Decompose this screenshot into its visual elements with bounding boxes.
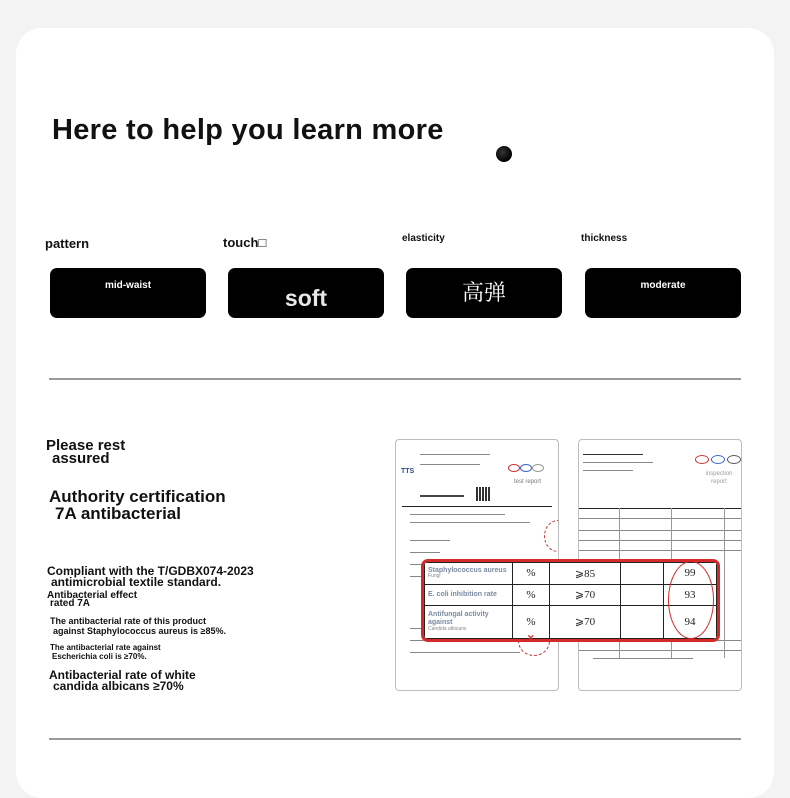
organism-name: Staphylococcus aureus bbox=[428, 566, 507, 574]
ecoli-line-2: Escherichia coli is ≥70%. bbox=[52, 652, 147, 661]
unit-cell: % bbox=[513, 584, 550, 605]
result-cell: 93 bbox=[664, 584, 717, 605]
tts-logo: TTS bbox=[401, 468, 415, 475]
attr-label-elasticity: elasticity bbox=[402, 233, 445, 244]
page-title: Here to help you learn more bbox=[52, 114, 444, 146]
standard-cell: ⩾85 bbox=[550, 563, 621, 585]
organism-name: Antifungal activity against bbox=[428, 611, 489, 627]
bullet-dot-icon bbox=[496, 146, 512, 162]
effect-line-1: Antibacterial effect bbox=[47, 590, 138, 601]
compliant-line-2: antimicrobial textile standard. bbox=[51, 575, 222, 589]
effect-line-2: rated 7A bbox=[50, 598, 91, 609]
attr-value-pattern: mid-waist bbox=[50, 268, 206, 318]
staph-line-1: The antibacterial rate of this product bbox=[50, 616, 207, 626]
report-tag: inspection report bbox=[705, 471, 733, 485]
candida-line-1: Antibacterial rate of white bbox=[49, 668, 196, 682]
section-divider bbox=[49, 378, 741, 380]
result-cell: 94 bbox=[664, 605, 717, 638]
organism-subname: Candida albicans bbox=[428, 625, 467, 632]
attr-label-thickness: thickness bbox=[581, 233, 628, 244]
report-tag: test report bbox=[514, 479, 542, 485]
cross-mark-icon: ✕ bbox=[527, 633, 535, 643]
section-divider-bottom bbox=[49, 738, 741, 740]
unit-cell: % bbox=[513, 605, 550, 638]
result-highlight-oval bbox=[668, 561, 714, 639]
organism-subname: Fungi bbox=[428, 573, 441, 580]
standard-cell: ⩾70 bbox=[550, 605, 621, 638]
authority-line-1: Authority certification bbox=[49, 487, 226, 506]
unit-cell: % bbox=[513, 563, 550, 585]
attr-value-touch: soft bbox=[228, 268, 384, 318]
attr-label-touch: touch□ bbox=[223, 235, 267, 250]
rest-line-2: assured bbox=[52, 450, 110, 467]
result-cell: 99 bbox=[664, 563, 717, 585]
attr-value-elasticity: 高弹 bbox=[406, 268, 562, 318]
ecoli-line-1: The antibacterial rate against bbox=[50, 643, 161, 652]
staph-line-2: against Staphylococcus aureus is ≥85%. bbox=[53, 626, 227, 636]
organism-name: E. coli inhibition rate bbox=[428, 590, 497, 598]
rest-line-1: Please rest bbox=[46, 437, 126, 454]
authority-line-2: 7A antibacterial bbox=[55, 504, 181, 523]
attr-value-thickness: moderate bbox=[585, 268, 741, 318]
attr-label-pattern: pattern bbox=[45, 236, 90, 251]
standard-cell: ⩾70 bbox=[550, 584, 621, 605]
compliant-line-1: Compliant with the T/GDBX074-2023 bbox=[47, 564, 254, 578]
candida-line-2: candida albicans ≥70% bbox=[53, 679, 184, 693]
